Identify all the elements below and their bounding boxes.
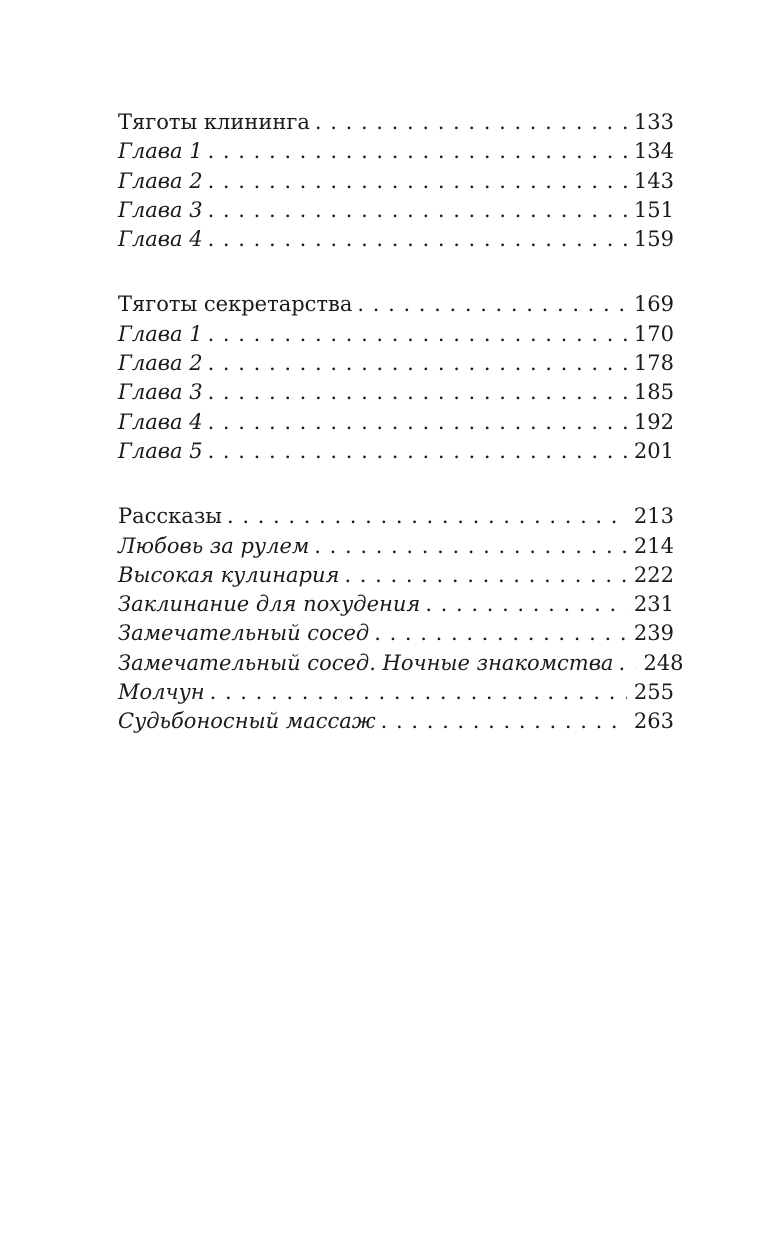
toc-entry: [118, 437, 674, 466]
page-number: 248: [643, 650, 684, 675]
dot-leader: [208, 137, 627, 166]
page-number: 133: [633, 110, 674, 134]
entry-title: Замечательный сосед. Ночные знакомства: [118, 650, 614, 675]
entry-title: Глава 4: [118, 409, 203, 434]
toc-entry: [118, 707, 674, 736]
page-number: 222: [633, 562, 674, 587]
page-number: 134: [633, 139, 674, 164]
toc-entry: [118, 378, 674, 407]
dot-leader: [208, 378, 627, 407]
toc-entry: [118, 561, 674, 590]
dot-leader: [208, 320, 627, 349]
page-number: 185: [633, 380, 674, 405]
page-number: 231: [633, 592, 674, 617]
page-number: 151: [633, 197, 674, 222]
page-number: 239: [633, 621, 674, 646]
dot-leader: [425, 590, 627, 619]
toc-section: [118, 290, 674, 466]
dot-leader: [381, 707, 627, 736]
dot-leader: [208, 196, 627, 225]
page-number: 170: [633, 321, 674, 346]
dot-leader: [344, 561, 626, 590]
entry-title: Заклинание для похудения: [118, 592, 421, 617]
entry-title: Глава 2: [118, 168, 203, 193]
entry-title: Судьбоносный массаж: [118, 709, 376, 734]
entry-title: Глава 2: [118, 351, 203, 376]
dot-leader: [208, 349, 627, 378]
entry-title: Глава 1: [118, 139, 203, 164]
dot-leader: [357, 290, 627, 319]
toc-entry: [118, 619, 674, 648]
page-number: 201: [633, 438, 674, 463]
toc-entry: [118, 349, 674, 378]
dot-leader: [208, 225, 627, 254]
toc-entry: [118, 590, 674, 619]
entry-title: Глава 1: [118, 321, 203, 346]
entry-title: Глава 4: [118, 227, 203, 252]
dot-leader: [618, 649, 636, 678]
entry-title: Глава 5: [118, 438, 203, 463]
toc-entry: [118, 167, 674, 196]
page-number: 159: [633, 227, 674, 252]
page-number: 255: [633, 680, 674, 705]
entry-title: Глава 3: [118, 197, 203, 222]
entry-title: Замечательный сосед: [118, 621, 370, 646]
toc-section: [118, 108, 674, 254]
toc-entry: [118, 196, 674, 225]
page-number: 214: [633, 533, 674, 558]
dot-leader: [374, 619, 627, 648]
dot-leader: [208, 437, 627, 466]
page-number: 169: [633, 292, 674, 317]
page-number: 178: [633, 351, 674, 376]
page-number: 213: [633, 504, 674, 529]
toc-entry: [118, 225, 674, 254]
toc-entry: [118, 532, 674, 561]
page-number: 263: [633, 709, 674, 734]
section-title: Рассказы: [118, 504, 222, 529]
page-number: 192: [633, 409, 674, 434]
toc-section-header: [118, 502, 674, 531]
toc-entry: [118, 649, 684, 678]
section-title: Тяготы клининга: [118, 110, 310, 134]
toc-entry: [118, 408, 674, 437]
entry-title: Любовь за рулем: [118, 533, 310, 558]
entry-title: Молчун: [118, 680, 205, 705]
section-title: Тяготы секретарства: [118, 292, 353, 317]
entry-title: Глава 3: [118, 380, 203, 405]
toc-section-header: [118, 108, 674, 137]
toc-section-header: [118, 290, 674, 319]
dot-leader: [208, 167, 627, 196]
toc-entry: [118, 678, 674, 707]
entry-title: Высокая кулинария: [118, 562, 340, 587]
dot-leader: [227, 502, 627, 531]
toc-section: [118, 502, 684, 736]
page-number: 143: [633, 168, 674, 193]
dot-leader: [315, 108, 627, 137]
dot-leader: [314, 532, 627, 561]
toc-entry: [118, 320, 674, 349]
toc-entry: [118, 137, 674, 166]
dot-leader: [208, 408, 627, 437]
dot-leader: [210, 678, 627, 707]
